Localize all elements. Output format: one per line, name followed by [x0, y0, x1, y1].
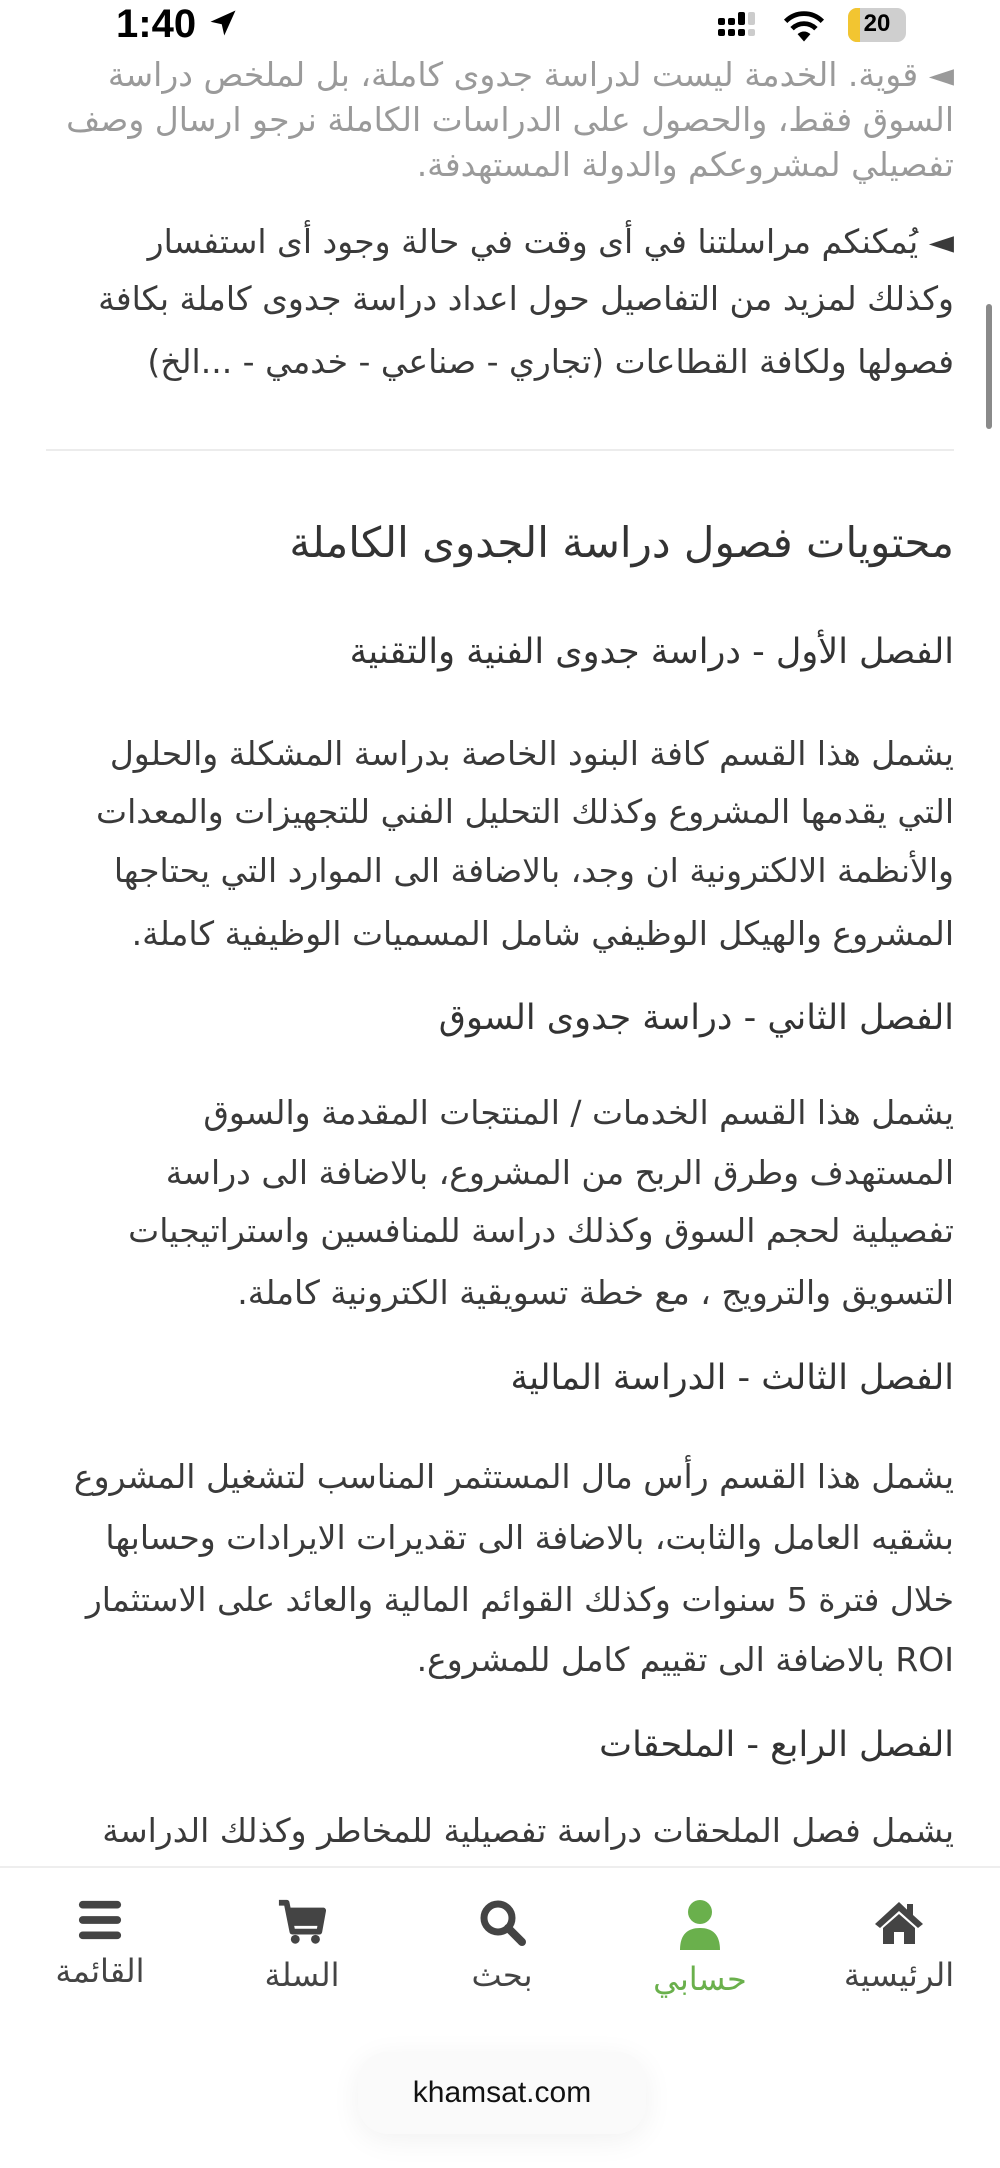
nav-label: حسابي: [653, 1960, 747, 1998]
nav-cart[interactable]: [222, 1898, 382, 1994]
nav-search[interactable]: [422, 1898, 582, 1994]
chapter-line: التي يقدمها المشروع وكذلك التحليل الفني للتجهيزات والمعدات: [96, 792, 954, 831]
user-icon: [676, 1898, 724, 1950]
intro-line: تفصيلي لمشروعكم والدولة المستهدفة.: [416, 145, 954, 184]
wifi-icon: [782, 8, 826, 42]
chapter-title: الفصل الأول - دراسة جدوى الفنية والتقنية: [349, 632, 954, 672]
contact-line: فصولها ولكافة القطاعات (تجاري - صناعي - خدمي - ...الخ): [147, 342, 954, 381]
cellular-signal-icon: [718, 12, 758, 40]
nav-label: القائمة: [55, 1952, 145, 1990]
menu-icon: [77, 1898, 123, 1942]
home-icon: [873, 1898, 925, 1946]
chapter-line: يشمل فصل الملحقات دراسة تفصيلية للمخاطر وكذلك الدراسة: [102, 1811, 954, 1850]
chapter-line: ROI بالاضافة الى تقييم كامل للمشروع.: [416, 1640, 954, 1679]
chapter-line: بشقيه العامل والثابت، بالاضافة الى تقديرات الايرادات وحسابها: [105, 1518, 954, 1557]
contact-line: ◄ يُمكنكم مراسلتنا في أى وقت في حالة وجود أى استفسار: [147, 222, 954, 261]
chapter-line: والأنظمة الالكترونية ان وجد، بالاضافة الى الموارد التي يحتاجها: [113, 851, 954, 890]
bottom-nav: [0, 1866, 1000, 2168]
chapter-line: خلال فترة 5 سنوات وكذلك القوائم المالية والعائد على الاستثمار: [85, 1580, 954, 1619]
chapter-line: التسويق والترويج ، مع خطة تسويقية الكترونية كاملة.: [237, 1273, 954, 1312]
section-title: محتويات فصول دراسة الجدوى الكاملة: [289, 518, 954, 567]
scrollbar[interactable]: [986, 304, 992, 429]
url-bar[interactable]: khamsat.com: [358, 2052, 646, 2134]
location-arrow-icon: [208, 8, 238, 38]
chapter-title: الفصل الرابع - الملحقات: [599, 1725, 954, 1765]
nav-label: بحث: [471, 1956, 533, 1994]
intro-line: ◄ قوية. الخدمة ليست لدراسة جدوى كاملة، بل لملخص دراسة: [107, 55, 954, 94]
chapter-title: الفصل الثاني - دراسة جدوى السوق: [438, 998, 954, 1038]
search-icon: [478, 1898, 526, 1946]
battery-indicator: [848, 8, 906, 42]
cart-icon: [277, 1898, 327, 1946]
chapter-line: المستهدف وطرق الربح من المشروع، بالاضافة الى دراسة: [165, 1153, 954, 1192]
chapter-line: يشمل هذا القسم رأس مال المستثمر المناسب لتشغيل المشروع: [73, 1457, 954, 1496]
contact-line: وكذلك لمزيد من التفاصيل حول اعداد دراسة جدوى كاملة بكافة: [98, 279, 954, 318]
nav-label: السلة: [264, 1956, 340, 1994]
divider: [46, 449, 954, 451]
intro-line: السوق فقط، والحصول على الدراسات الكاملة نرجو ارسال وصف: [66, 100, 954, 139]
status-time: 1:40: [116, 2, 197, 46]
nav-account[interactable]: [620, 1898, 780, 1998]
nav-label: الرئيسية: [843, 1956, 955, 1994]
status-bar: [0, 2, 1000, 48]
chapter-title: الفصل الثالث - الدراسة المالية: [510, 1358, 954, 1398]
chapter-line: تفصيلية لحجم السوق وكذلك دراسة للمنافسين واستراتيجيات: [128, 1211, 954, 1250]
chapter-line: يشمل هذا القسم كافة البنود الخاصة بدراسة المشكلة والحلول: [109, 734, 954, 773]
chapter-line: المشروع والهيكل الوظيفي شامل المسميات الوظيفية كاملة.: [131, 914, 954, 953]
chapter-line: يشمل هذا القسم الخدمات / المنتجات المقدمة والسوق: [203, 1093, 954, 1132]
nav-home[interactable]: [819, 1898, 979, 1994]
battery-level: 20: [863, 10, 891, 37]
nav-menu[interactable]: [20, 1898, 180, 1990]
